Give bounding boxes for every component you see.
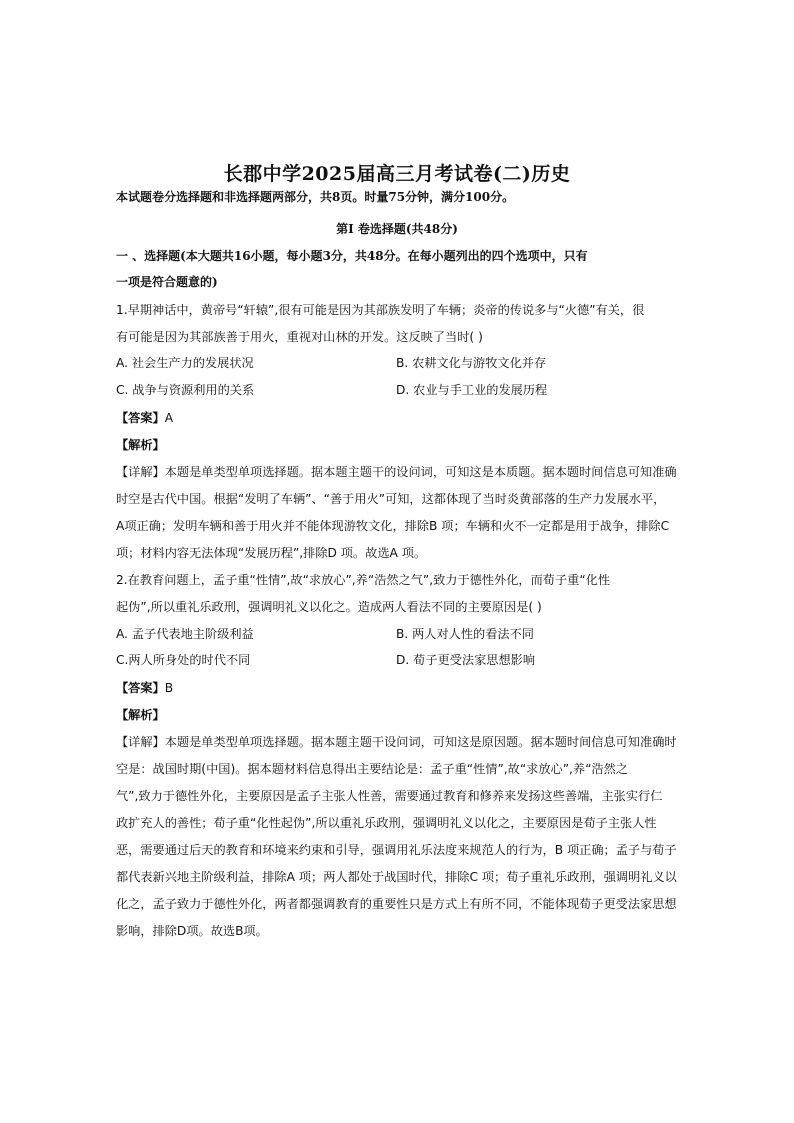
page-title: 长郡中学2025届高三月考试卷(二)历史 — [223, 163, 571, 185]
q2-detail-line2: 空是：战国时期(中国)。据本题材料信息得出主要结论是：孟子重“性情”,故“求放心”,养“浩然之 — [116, 762, 628, 776]
q1-detail-line2: 时空是古代中国。根据“发明了车辆”、“善于用火”可知，这都体现了当时炎黄部落的生产力发展水平， — [116, 492, 666, 506]
q1-option-b: B. 农耕文化与游牧文化并存 — [396, 356, 547, 370]
q1-detail-line1: 【详解】本题是单类型单项选择题。据本题主题干的设问词，可知这是本质题。据本题时间信息可知准确 — [116, 465, 677, 479]
q1-option-c: C. 战争与资源利用的关系 — [116, 383, 255, 397]
q1-option-d: D. 农业与手工业的发展历程 — [396, 383, 548, 397]
q1-option-a: A. 社会生产力的发展状况 — [116, 356, 254, 370]
section1-instructions-line2: 一项是符合题意的) — [116, 275, 218, 289]
q1-stem-line1: 1.早期神话中，黄帝号“轩辕”,很有可能是因为其部族发明了车辆；炎帝的传说多与“火德”有关，很 — [116, 303, 645, 317]
q1-answer-value: A — [164, 411, 174, 425]
q1-stem-line2: 有可能是因为其部族善于用火，重视对山林的开发。这反映了当时( ) — [116, 330, 483, 344]
q2-detail-line7: 化之，孟子致力于德性外化，两者都强调教育的重要性只是方式上有所不同，不能体现荀子更受法家思想 — [116, 897, 677, 911]
q2-answer — [116, 680, 173, 696]
q1-analysis-label: 【解析】 — [116, 438, 165, 452]
q2-detail-line6: 都代表新兴地主阶级利益，排除A 项；两人都处于战国时代，排除C 项；荀子重礼乐政刑，强调明礼义以 — [116, 870, 677, 884]
q2-answer-value: B — [164, 681, 174, 695]
q2-analysis-label: 【解析】 — [116, 708, 165, 722]
q1-answer — [116, 410, 173, 426]
q1-detail-line3: A项正确；发明车辆和善于用火并不能体现游牧文化，排除B 项；车辆和火不一定都是用于战争，排除C — [116, 519, 670, 533]
section1-instructions-line1: 一 、选择题(本大题共16小题，每小题3分，共48分。在每小题列出的四个选项中，只有 — [116, 249, 588, 263]
q2-stem-line2: 起伪”,所以重礼乐政刑，强调明礼义以化之。造成两人看法不同的主要原因是( ) — [116, 600, 542, 614]
exam-intro: 本试题卷分选择题和非选择题两部分，共8页。时量75分钟，满分100分。 — [116, 190, 515, 204]
q2-option-a: A. 孟子代表地主阶级利益 — [116, 627, 254, 641]
part1-header: 第Ⅰ 卷选择题(共48分) — [336, 222, 458, 236]
q1-answer-label: 【答案】 — [116, 411, 165, 425]
q2-detail-line4: 政扩充人的善性；荀子重“化性起伪”,所以重礼乐政刑，强调明礼义以化之，主要原因是荀子主张人性 — [116, 816, 657, 830]
q2-option-c: C.两人所身处的时代不同 — [116, 653, 251, 667]
q2-detail-line5: 恶，需要通过后天的教育和环境来约束和引导，强调用礼乐法度来规范人的行为，B 项正确；孟子与荀子 — [116, 843, 677, 857]
q1-detail-line4: 项；材料内容无法体现“发展历程”,排除D 项。故选A 项。 — [116, 546, 427, 560]
q2-option-d: D. 荀子更受法家思想影响 — [396, 653, 536, 667]
q2-answer-label: 【答案】 — [116, 681, 165, 695]
q2-detail-line1: 【详解】本题是单类型单项选择题。据本题主题干设问词，可知这是原因题。据本题时间信息可知准确时 — [116, 735, 677, 749]
q2-detail-line3: 气”,致力于德性外化，主要原因是孟子主张人性善，需要通过教育和修养来发扬这些善端，主张实行仁 — [116, 789, 663, 803]
q2-stem-line1: 2.在教育问题上，孟子重“性情”,故“求放心”,养“浩然之气”,致力于德性外化，而荀子重“化性 — [116, 573, 611, 587]
q2-option-b: B. 两人对人性的看法不同 — [396, 627, 534, 641]
q2-detail-line8: 影响，排除D项。故选B项。 — [116, 924, 268, 938]
